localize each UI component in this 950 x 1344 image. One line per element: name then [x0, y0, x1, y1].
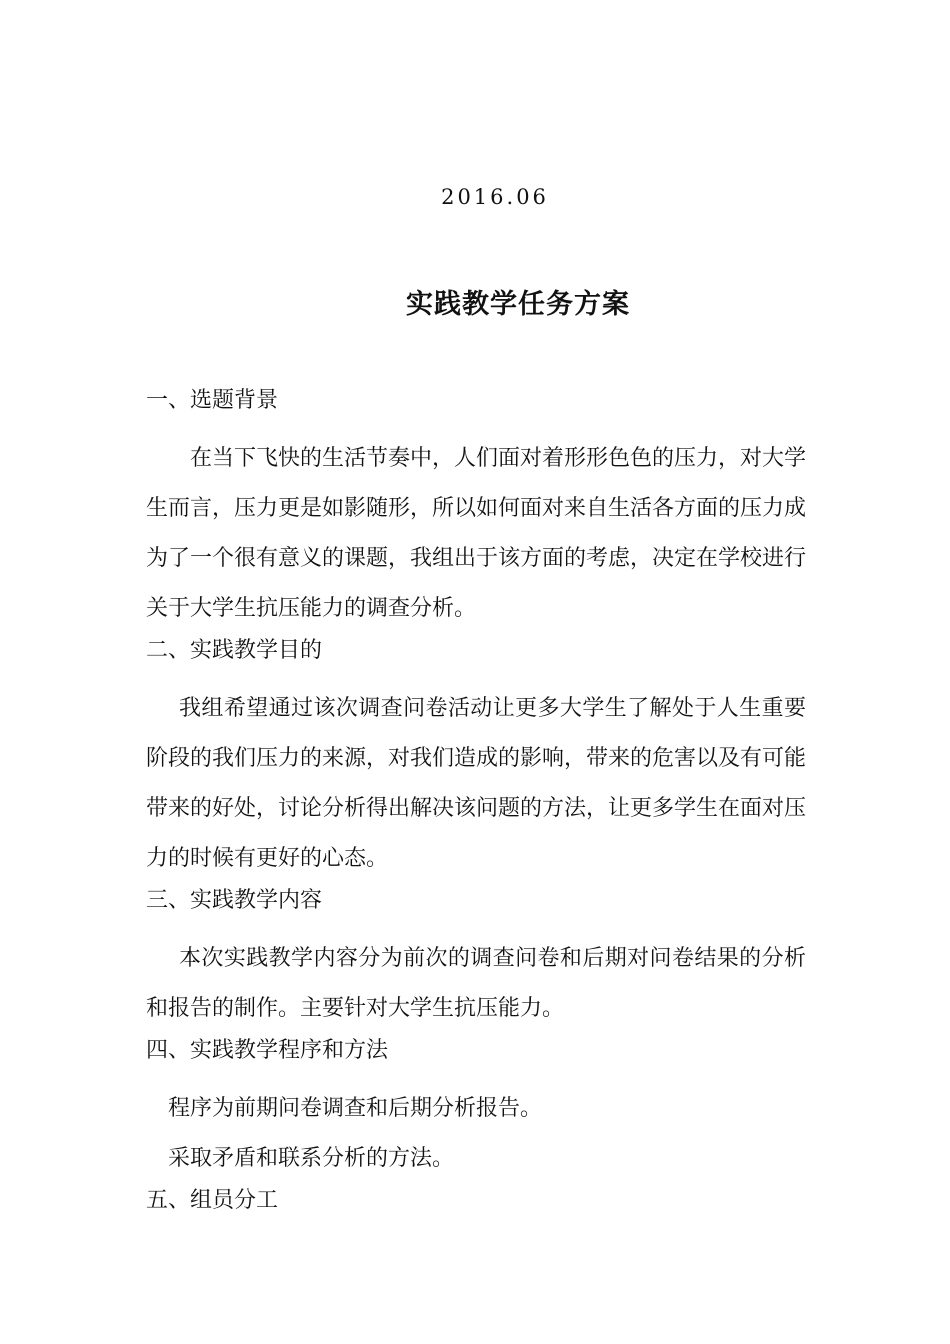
section-line-procedure-2: 采取矛盾和联系分析的方法。 — [168, 1146, 455, 1171]
section-heading-background: 一、选题背景 — [146, 388, 279, 413]
section-heading-procedure: 四、实践教学程序和方法 — [146, 1038, 389, 1063]
section-heading-content: 三、实践教学内容 — [146, 888, 323, 913]
document-date: 2016.06 — [441, 185, 549, 209]
section-paragraph-background: 在当下飞快的生活节奏中，人们面对着形形色色的压力，对大学生而言，压力更是如影随形，所以如何面对来自生活各方面的压力成为了一个很有意义的课题，我组出于该方面的考虑，决定在学校进行关于大学生抗压能力的调查分析。 — [146, 446, 807, 621]
document-title: 实践教学任务方案 — [406, 289, 630, 320]
document-body — [146, 384, 806, 1234]
section-heading-division: 五、组员分工 — [146, 1188, 279, 1213]
section-heading-purpose: 二、实践教学目的 — [146, 638, 323, 663]
section-line-procedure-1: 程序为前期问卷调查和后期分析报告。 — [168, 1096, 543, 1121]
section-paragraph-purpose: 我组希望通过该次调查问卷活动让更多大学生了解处于人生重要阶段的我们压力的来源，对我们造成的影响，带来的危害以及有可能带来的好处，讨论分析得出解决该问题的方法，让更多学生在面对压力的时候有更好的心态。 — [146, 696, 807, 871]
section-paragraph-content: 本次实践教学内容分为前次的调查问卷和后期对问卷结果的分析和报告的制作。主要针对大学生抗压能力。 — [146, 946, 806, 1021]
